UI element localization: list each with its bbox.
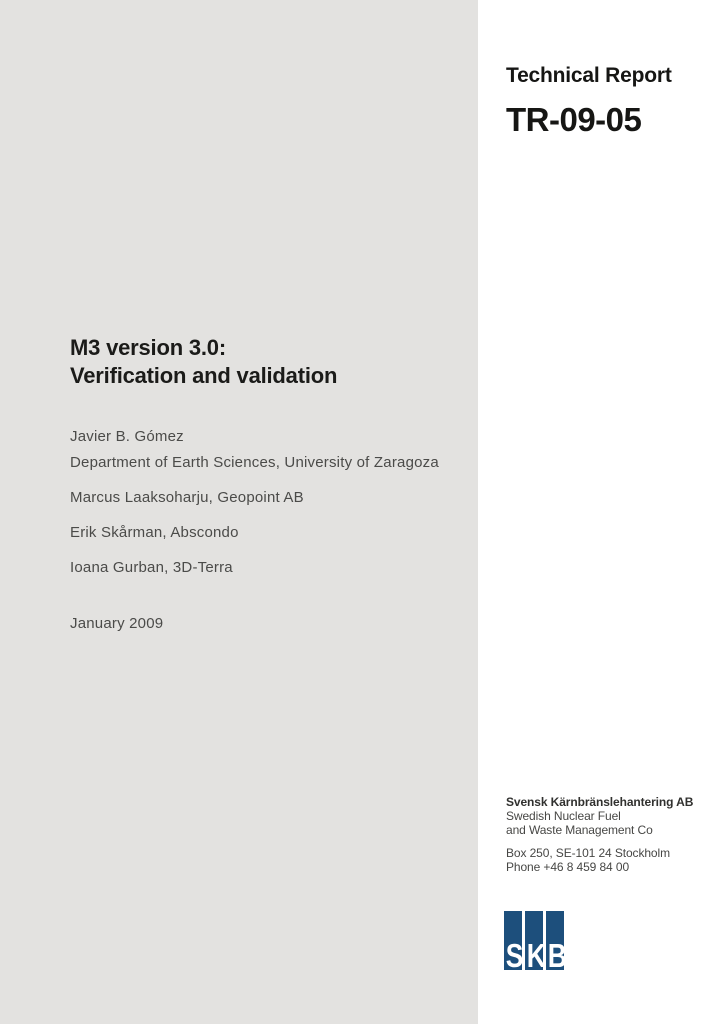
publisher-phone: Phone +46 8 459 84 00: [506, 860, 630, 874]
author-affiliation: Department of Earth Sciences, University of Zaragoza: [70, 454, 439, 471]
skb-logo: [504, 911, 567, 974]
publisher-name: Svensk Kärnbränslehantering AB: [506, 795, 694, 809]
report-header: [506, 64, 672, 138]
report-type-label: Technical Report: [506, 64, 672, 87]
skb-logo-letter-k: K: [526, 937, 546, 974]
author-group: [70, 555, 439, 581]
report-title-line-2: Verification and validation: [70, 363, 338, 388]
report-title: [70, 334, 337, 390]
publisher-spacer: [506, 837, 693, 846]
author-name: Ioana Gurban, 3D-Terra: [70, 559, 233, 576]
skb-logo-letter-b: B: [547, 937, 567, 974]
publisher-address: Box 250, SE-101 24 Stockholm: [506, 846, 670, 860]
skb-logo-letter-s: S: [505, 937, 524, 974]
skb-logo-bar: [504, 911, 524, 974]
report-title-line-1: M3 version 3.0:: [70, 335, 226, 360]
publisher-description-line-1: Swedish Nuclear Fuel: [506, 809, 621, 823]
authors-block: [70, 424, 439, 637]
publication-date: January 2009: [70, 615, 164, 632]
publisher-block: [506, 795, 693, 874]
author-name: Erik Skårman, Abscondo: [70, 524, 239, 541]
author-name: Javier B. Gómez: [70, 428, 184, 445]
publisher-description-line-2: and Waste Management Co: [506, 823, 653, 837]
author-group: [70, 520, 439, 546]
author-group: [70, 424, 439, 476]
author-group: [70, 485, 439, 511]
skb-logo-bar: [525, 911, 546, 974]
skb-logo-bar: [546, 911, 567, 974]
report-number: TR-09-05: [506, 101, 642, 138]
author-name: Marcus Laaksoharju, Geopoint AB: [70, 489, 304, 506]
